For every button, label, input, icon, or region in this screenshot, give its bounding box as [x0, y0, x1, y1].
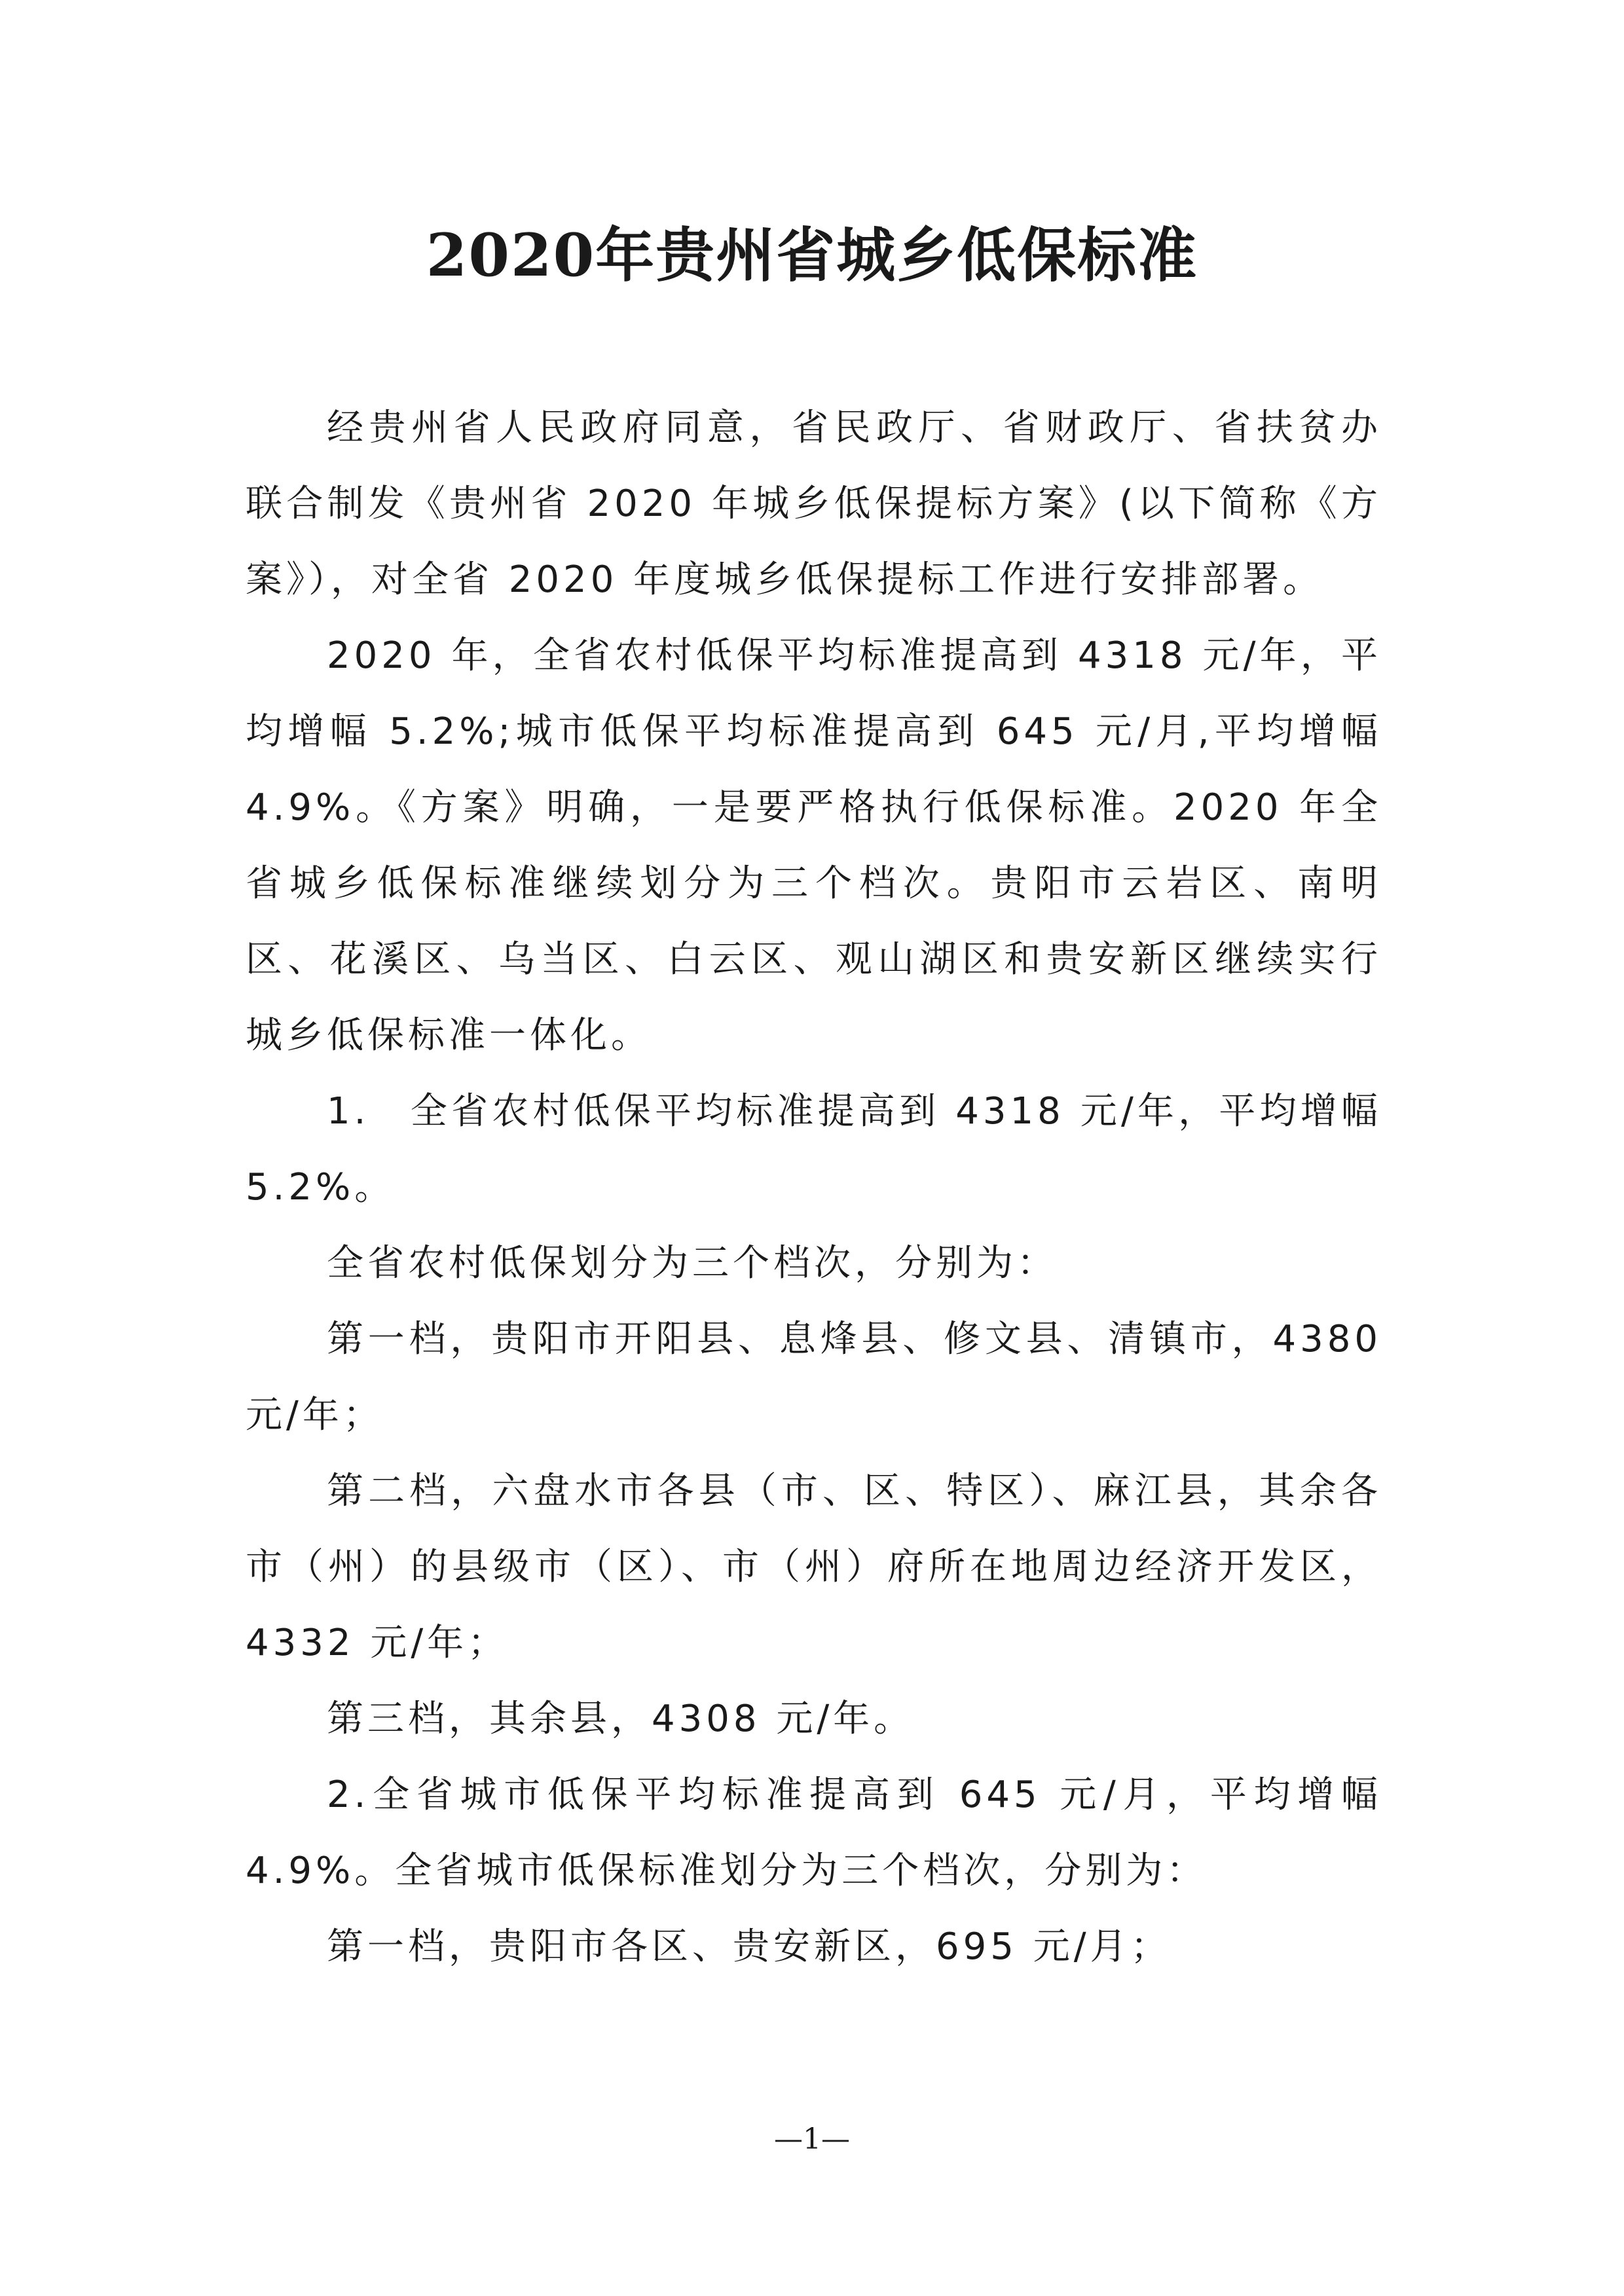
paragraph-rural-tier-1: 第一档，贵阳市开阳县、息烽县、修文县、清镇市，4380 元/年； [246, 1318, 1382, 1436]
paragraph-overview: 2020 年，全省农村低保平均标准提高到 4318 元/年，平均增幅 5.2%;城市低保平均标准提高到 645 元/月,平均增幅 4.9%。《方案》明确，一是要严格执行低保标准。2020 年全省城乡低保标准继续划分为三个档次。贵阳市云岩区、南明区、花溪区、乌当区、白云区、观山湖区和贵安新区继续实行城乡低保标准一体化。 [246, 634, 1382, 1057]
paragraph-rural-average: 1. 全省农村低保平均标准提高到 4318 元/年，平均增幅 5.2%。 [246, 1090, 1382, 1209]
paragraph-urban-tier-1: 第一档，贵阳市各区、贵安新区，695 元/月； [327, 1925, 1172, 1968]
paragraph-urban-average: 2.全省城市低保平均标准提高到 645 元/月，平均增幅 4.9%。全省城市低保标准划分为三个档次，分别为： [246, 1774, 1382, 1892]
document-title: 2020年贵州省城乡低保标准 [426, 221, 1198, 290]
paragraph-intro: 经贵州省人民政府同意，省民政厅、省财政厅、省扶贫办联合制发《贵州省 2020 年城乡低保提标方案》(以下简称《方案》），对全省 2020 年度城乡低保提标工作进行安排部署。 [246, 407, 1382, 601]
page-number: —1— [774, 2123, 850, 2156]
paragraph-rural-tiers-intro: 全省农村低保划分为三个档次，分别为： [327, 1242, 1058, 1285]
paragraph-rural-tier-2: 第二档，六盘水市各县（市、区、特区）、麻江县，其余各市（州）的县级市（区）、市（州）府所在地周边经济开发区，4332 元/年； [246, 1470, 1382, 1664]
document-body [246, 390, 1382, 1985]
paragraph-rural-tier-3: 第三档，其余县，4308 元/年。 [327, 1698, 915, 1740]
